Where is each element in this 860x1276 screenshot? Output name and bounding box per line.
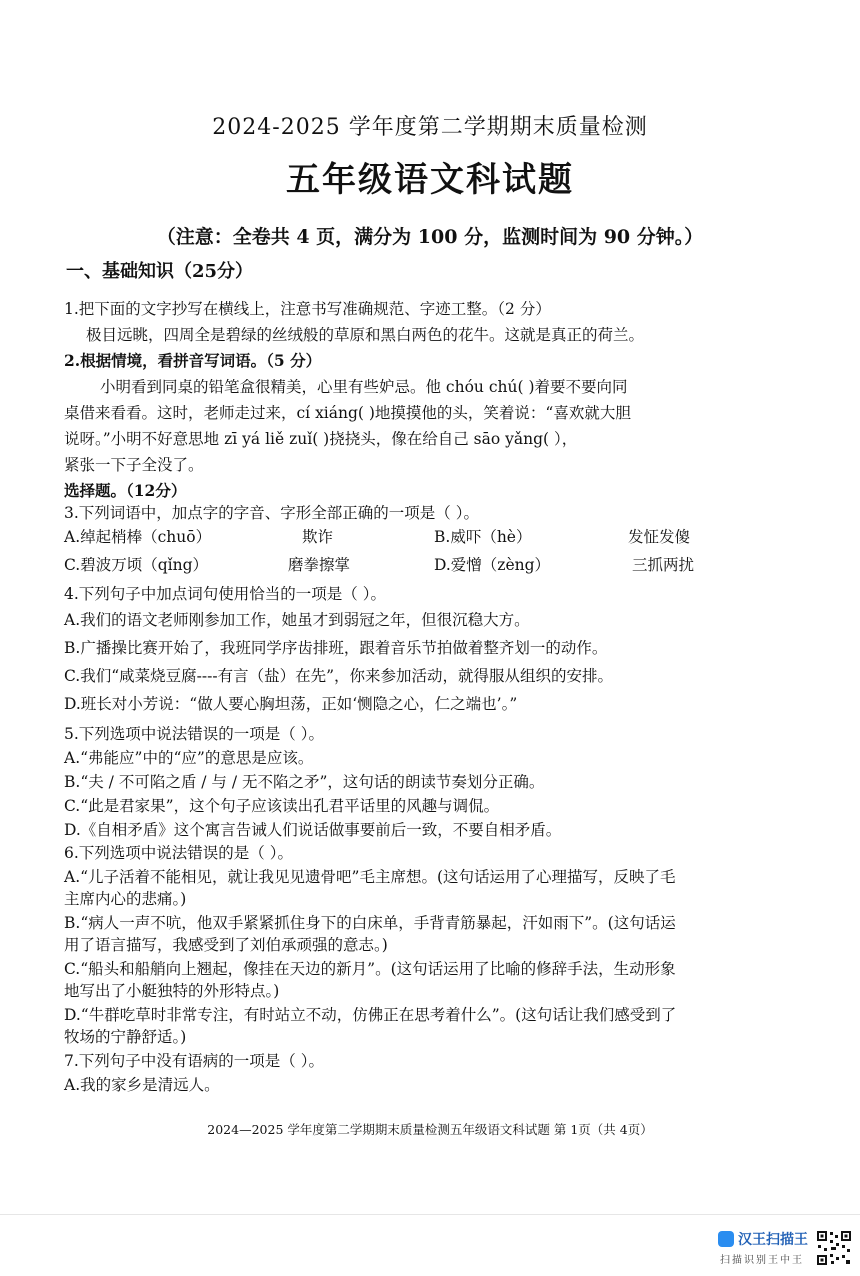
q3-option-word: 三抓两扰 bbox=[632, 556, 695, 574]
q1-text: 极目远眺，四周全是碧绿的丝绒般的草原和黑白两色的花牛。这就是真正的荷兰。 bbox=[86, 326, 645, 344]
q6-line: A.“儿子活着不能相见，就让我见见遗骨吧”毛主席想。(这句话运用了心理描写，反映了毛 bbox=[64, 868, 676, 886]
q6-line: 牧场的宁静舒适。) bbox=[64, 1028, 187, 1046]
q5-option: B.“夫 / 不可陷之盾 / 与 / 无不陷之矛”，这句话的朗读节奏划分正确。 bbox=[64, 773, 545, 791]
exam-note: （注意：全卷共 4 页，满分为 100 分，监测时间为 90 分钟。） bbox=[156, 226, 704, 248]
q4-option: D.班长对小芳说：“做人要心胸坦荡，正如‘恻隐之心，仁之端也’。” bbox=[64, 695, 518, 713]
q5-option: D.《自相矛盾》这个寓言告诫人们说话做事要前后一致，不要自相矛盾。 bbox=[64, 821, 562, 839]
q3-option-word: 磨拳擦掌 bbox=[288, 556, 351, 574]
section-title-basics: 一、基础知识（25分） bbox=[66, 261, 254, 282]
q3-option: A.绰起梢棒（chuō） bbox=[64, 528, 212, 546]
q3-option: B.威吓（hè） bbox=[434, 528, 532, 546]
q1-stem: 1.把下面的文字抄写在横线上，注意书写准确规范、字迹工整。（2 分） bbox=[64, 300, 551, 318]
q6-line: B.“病人一声不吭，他双手紧紧抓住身下的白床单，手背青筋暴起，汗如雨下”。(这句话运 bbox=[64, 914, 676, 932]
watermark-name: 汉王扫描王 bbox=[738, 1232, 808, 1248]
qr-code-icon bbox=[816, 1230, 852, 1266]
q2-line: 小明看到同桌的铅笔盒很精美，心里有些妒忌。他 chóu chú( )着要不要向同 bbox=[100, 378, 628, 396]
q6-line: D.“牛群吃草时非常专注，有时站立不动，仿佛正在思考着什么”。(这句话让我们感受到了 bbox=[64, 1006, 677, 1024]
exam-title: 2024-2025 学年度第二学期期末质量检测 bbox=[212, 115, 648, 140]
q4-option: A.我们的语文老师刚参加工作，她虽才到弱冠之年，但很沉稳大方。 bbox=[64, 611, 530, 629]
q4-option: B.广播操比赛开始了，我班同学序齿排班，跟着音乐节拍做着整齐划一的动作。 bbox=[64, 639, 608, 657]
q3-stem: 3.下列词语中，加点字的字音、字形全部正确的一项是（ ）。 bbox=[64, 504, 479, 522]
watermark-slogan: 扫描识别王中王 bbox=[720, 1255, 804, 1266]
q4-stem: 4.下列句子中加点词句使用恰当的一项是（ ）。 bbox=[64, 585, 386, 603]
q3-option: D.爱憎（zèng） bbox=[434, 556, 551, 574]
q4-option: C.我们“咸菜烧豆腐----有言（盐）在先”，你来参加活动，就得服从组织的安排。 bbox=[64, 667, 614, 685]
subject-title: 五年级语文科试题 bbox=[286, 160, 574, 200]
q2-line: 桌借来看看。这时，老师走过来，cí xiáng( )地摸摸他的头，笑着说：“喜欢就大胆 bbox=[64, 404, 631, 422]
scanner-watermark bbox=[718, 1229, 814, 1269]
q5-option: C.“此是君家果”，这个句子应该读出孔君平话里的风趣与调侃。 bbox=[64, 797, 500, 815]
q2-line: 紧张一下子全没了。 bbox=[64, 456, 204, 474]
q6-line: 地写出了小艇独特的外形特点。) bbox=[64, 982, 280, 1000]
choice-section-title: 选择题。（12分） bbox=[64, 481, 187, 500]
q6-stem: 6.下列选项中说法错误的是（ ）。 bbox=[64, 844, 293, 862]
q2-line: 说呀。”小明不好意思地 zī yá liě zuǐ( )挠挠头，像在给自己 sāo yǎng( ）， bbox=[64, 430, 578, 448]
q6-line: 用了语言描写，我感受到了刘伯承顽强的意志。) bbox=[64, 936, 388, 954]
q2-stem: 2.根据情境，看拼音写词语。（5 分） bbox=[64, 351, 322, 370]
q7-option: A.我的家乡是清远人。 bbox=[64, 1076, 220, 1094]
footer-divider bbox=[0, 1214, 860, 1215]
q3-option: C.碧波万顷（qǐng） bbox=[64, 556, 209, 574]
q5-option: A.“弗能应”中的“应”的意思是应该。 bbox=[64, 749, 314, 767]
q3-option-word: 发怔发傻 bbox=[628, 528, 691, 546]
q6-line: C.“船头和船艄向上翘起，像挂在天边的新月”。(这句话运用了比喻的修辞手法，生动形象 bbox=[64, 960, 676, 978]
q6-line: 主席内心的悲痛。) bbox=[64, 890, 187, 908]
page-footer: 2024—2025 学年度第二学期期末质量检测五年级语文科试题 第 1页（共 4页） bbox=[207, 1122, 653, 1137]
q3-option-word: 欺诈 bbox=[302, 528, 334, 546]
hanwang-logo-icon bbox=[718, 1231, 734, 1247]
q7-stem: 7.下列句子中没有语病的一项是（ ）。 bbox=[64, 1052, 324, 1070]
q5-stem: 5.下列选项中说法错误的一项是（ ）。 bbox=[64, 725, 324, 743]
